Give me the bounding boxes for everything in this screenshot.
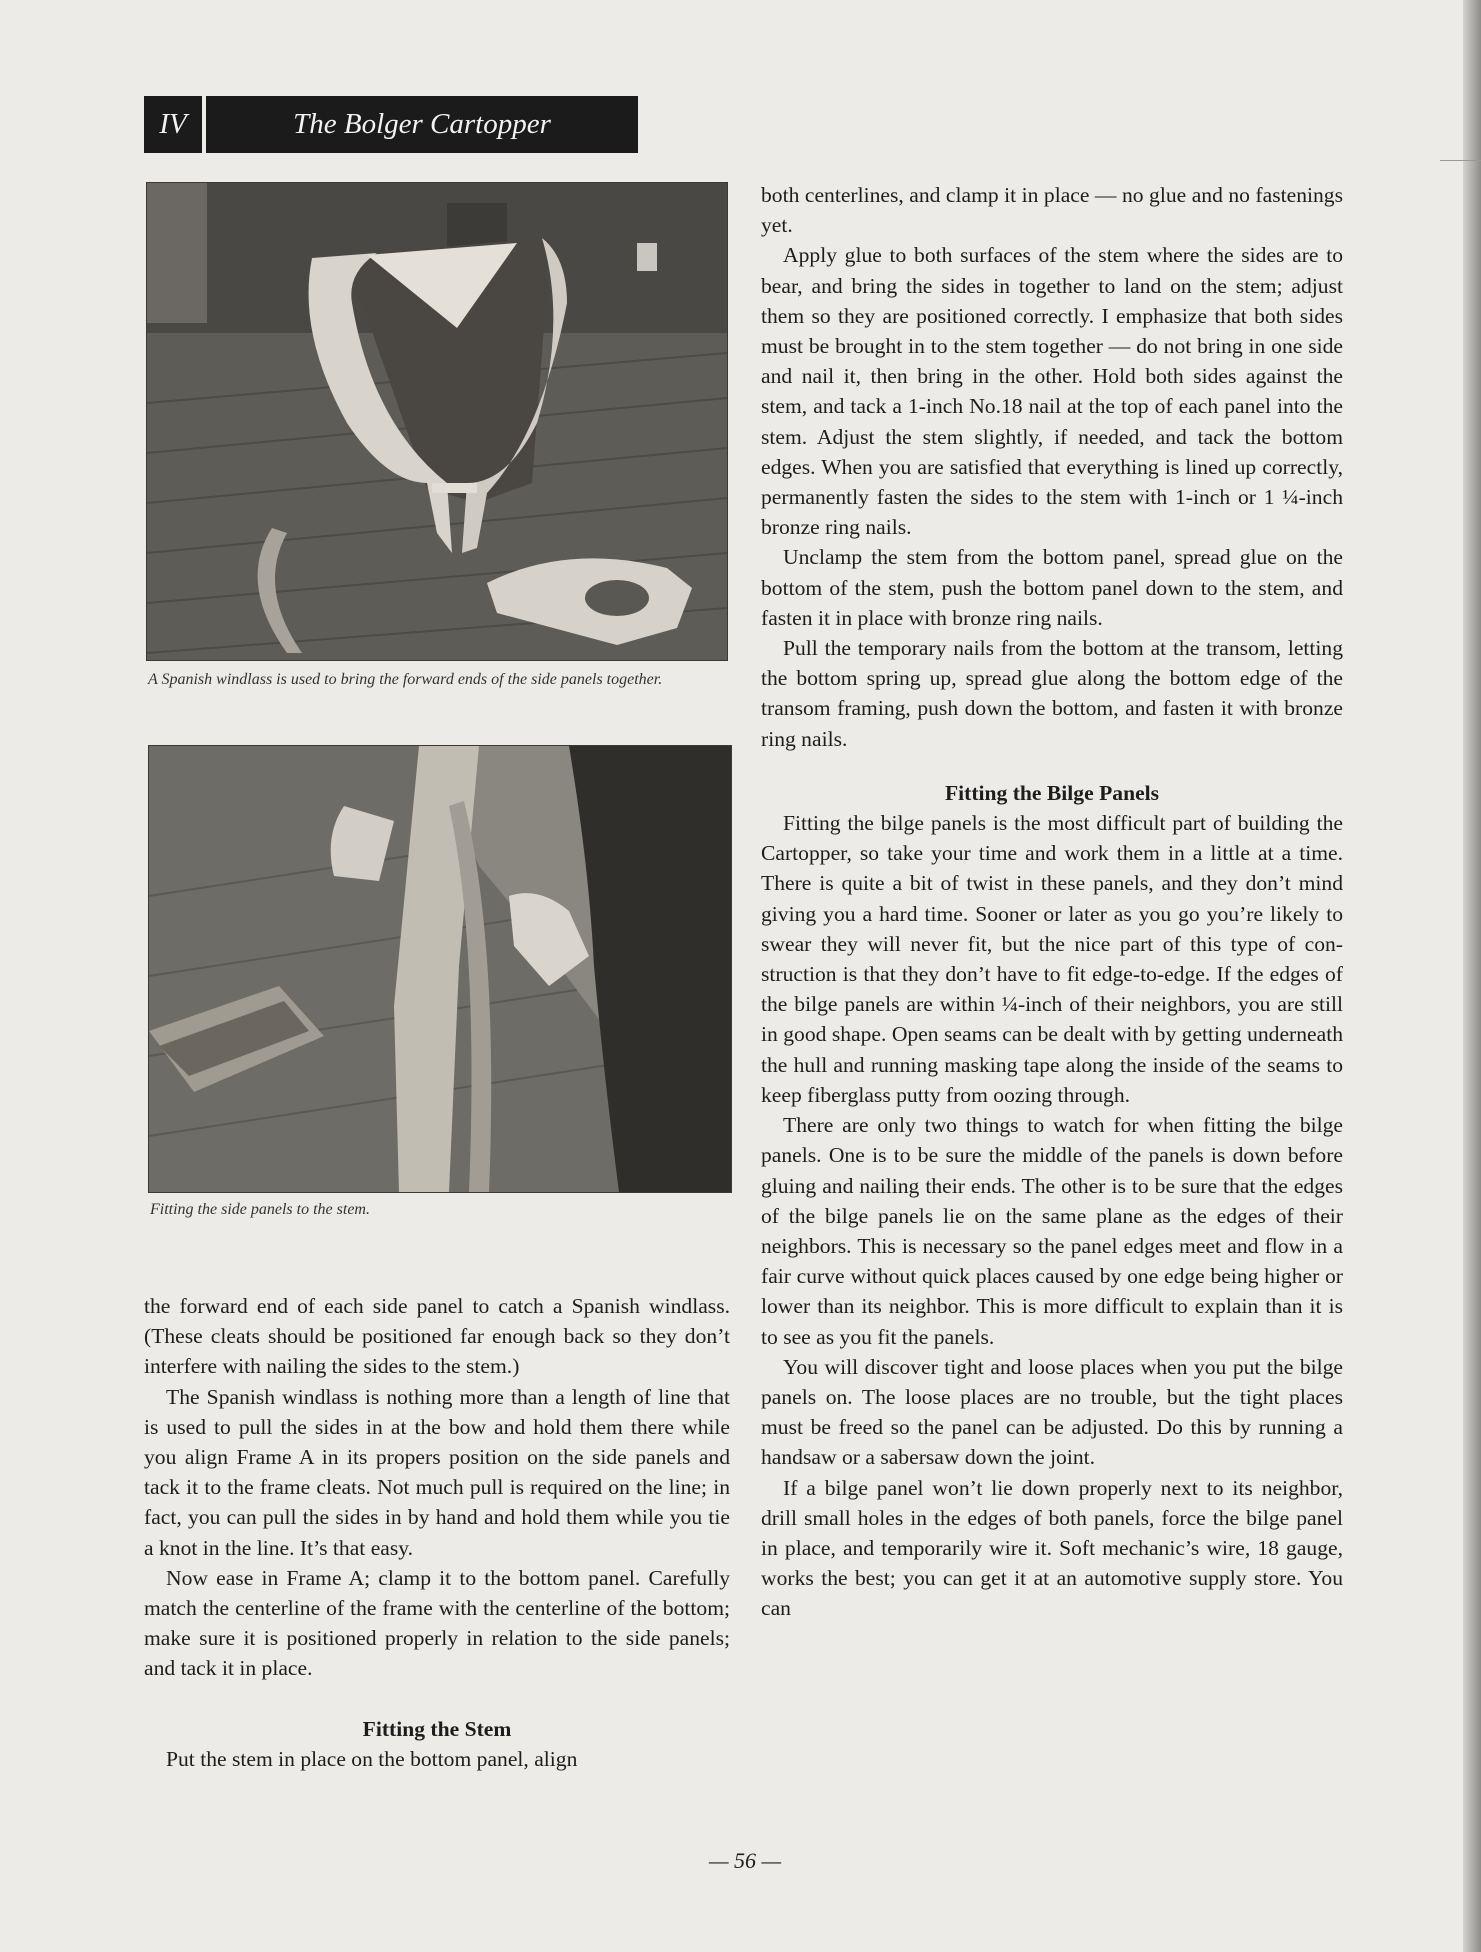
photo-spanish-windlass-drawing [147, 183, 727, 660]
paragraph: the forward end of each side panel to catch a Spanish windlass. (These cleats should be positioned far enough back so they don’t interfere with nailing the sides to the stem.) [144, 1294, 730, 1379]
photo-fitting-side-panels [148, 745, 732, 1193]
book-title: The Bolger Cartopper [293, 108, 551, 140]
paragraph: Fitting the bilge panels is the most difficult part of building the Cartopper, so take your time and work them in a little at a time. There is quite a bit of twist in these panels, and they don’t mind giving you a hard time. Sooner or later as you go you’re likely to swear they will never fit, but the nice part of this type of construction is that they don’t have to fit edge-to-edge. If the edges of the bilge panels are within ¼-inch of their neighbors, you are still in good shape. Open seams can be dealt with by getting underneath the hull and running masking tape along the inside of the seams to keep fiberglass putty from oozing through. [761, 811, 1343, 1107]
photo-spanish-windlass [146, 182, 728, 661]
text-column-right [761, 180, 1343, 1624]
paragraph: You will discover tight and loose places when you put the bilge panels on. The loose places are no trouble, but the tight places must be freed so the panel can be adjusted. Do this by running a handsaw or a sabersaw down the joint. [761, 1354, 1343, 1470]
paragraph: If a bilge panel won’t lie down properly next to its neighbor, drill small holes in the edges of both panels, force the bilge panel in place, and temporarily wire it. Soft mechanic’s wire, 18 gauge, works the best; you can get it at an automotive supply store. You can [761, 1475, 1343, 1621]
paragraph: Put the stem in place on the bottom panel, align [166, 1746, 578, 1771]
paragraph: both centerlines, and clamp it in place — no glue and no fastenings yet. [761, 183, 1343, 238]
paragraph: Pull the temporary nails from the bottom at the transom, letting the bottom spring up, spread glue along the bottom edge of the transom framing, push down the bottom, and fasten it with bronze ring nails. [761, 636, 1343, 751]
section-heading: Fitting the Bilge Panels [944, 780, 1160, 805]
running-header [144, 96, 638, 153]
figure-caption: A Spanish windlass is used to bring the forward ends of the side panels together. [148, 671, 663, 688]
paragraph: There are only two things to watch for when fitting the bilge panels. One is to be sure the middle of the panels is down before gluing and nailing their ends. The other is to be sure that the edges of the bilge panels lie on the same plane as the edges of their neighbors. This is necessary so the panel edges meet and flow in a fair curve without quick places caused by one edge being higher or lower than its neighbor. This is more difficult to explain than it is to see as you fit the panels. [761, 1113, 1343, 1349]
paragraph: Unclamp the stem from the bottom panel, spread glue on the bottom of the stem, push the bottom panel down to the stem, and fasten it in place with bronze ring nails. [761, 545, 1343, 630]
page-number: — 56 — [708, 1848, 782, 1873]
paragraph: Apply glue to both surfaces of the stem where the sides are to bear, and bring the sides in together to land on the stem; adjust them so they are positioned correctly. I emphasize that both sides must be brought in to the stem together — do not bring in one side and nail it, then bring in the other. Hold both sides against the stem, and tack a 1-inch No.18 nail at the top of each panel into the stem. Adjust the stem slightly, if needed, and tack the bottom edges. When you are satisfied that everything is lined up correctly, permanently fasten the sides to the stem with 1-inch or 1 ¼-inch bronze ring nails. [761, 243, 1343, 540]
paragraph: Now ease in Frame A; clamp it to the bottom panel. Carefully match the centerline of the frame with the centerline of the bottom; make sure it is positioned properly in relation to the side panels; and tack it in place. [144, 1565, 730, 1681]
page-edge-shadow [1463, 0, 1481, 1952]
section-heading: Fitting the Stem [362, 1716, 512, 1741]
photo-fitting-side-panels-drawing [149, 746, 731, 1192]
chapter-number: IV [159, 108, 187, 140]
page-edge-line [1440, 160, 1481, 161]
text-column-left [144, 1291, 730, 1774]
figure-caption: Fitting the side panels to the stem. [150, 1201, 370, 1218]
paragraph: The Spanish windlass is nothing more than a length of line that is used to pull the sides in at the bow and hold them there while you align Frame A in its propers position on the side panels and tack it to the frame cleats. Not much pull is required on the line; in fact, you can pull the sides in by hand and hold them while you tie a knot in the line. It’s that easy. [144, 1384, 730, 1560]
